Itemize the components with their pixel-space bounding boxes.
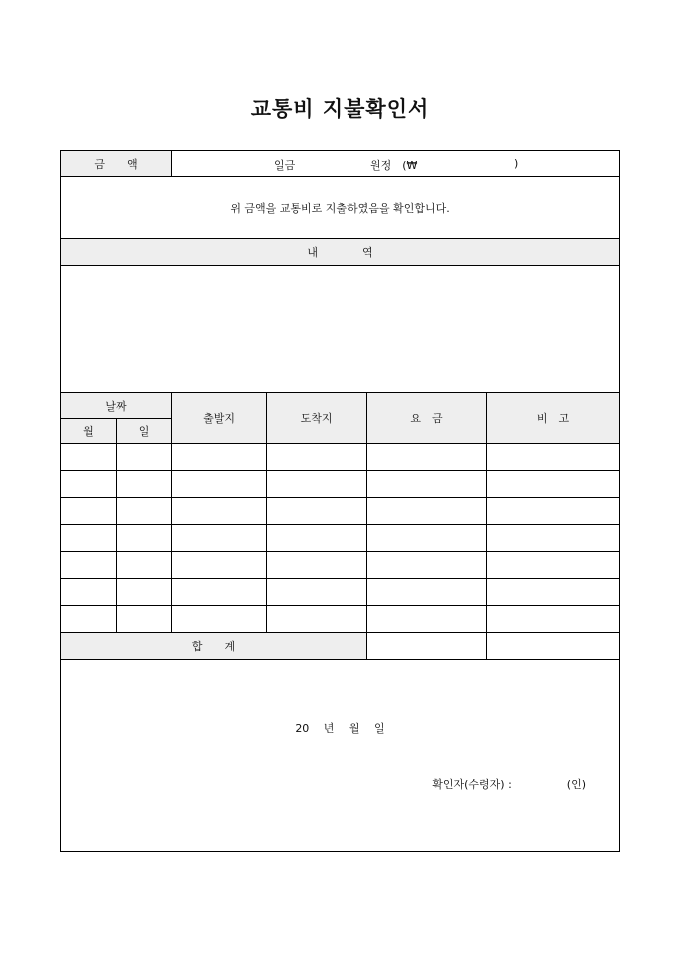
month-cell[interactable] — [61, 525, 117, 552]
table-row — [61, 498, 620, 525]
departure-header: 출발지 — [172, 393, 267, 444]
remarks-cell[interactable] — [487, 579, 620, 606]
day-cell[interactable] — [117, 444, 172, 471]
departure-cell[interactable] — [172, 525, 267, 552]
departure-cell[interactable] — [172, 471, 267, 498]
confirmer-line[interactable] — [432, 776, 586, 792]
day-header: 일 — [117, 419, 172, 444]
amount-label: 금 액 — [61, 151, 172, 177]
table-row — [61, 579, 620, 606]
remarks-cell[interactable] — [487, 471, 620, 498]
departure-cell[interactable] — [172, 444, 267, 471]
month-cell[interactable] — [61, 471, 117, 498]
remarks-cell[interactable] — [487, 444, 620, 471]
departure-cell[interactable] — [172, 552, 267, 579]
detail-header-row — [61, 239, 620, 266]
departure-cell[interactable] — [172, 606, 267, 633]
fare-cell[interactable] — [367, 525, 487, 552]
month-cell[interactable] — [61, 444, 117, 471]
month-cell[interactable] — [61, 606, 117, 633]
remarks-cell[interactable] — [487, 606, 620, 633]
day-cell[interactable] — [117, 471, 172, 498]
detail-header: 내 역 — [61, 239, 620, 266]
table-row — [61, 471, 620, 498]
arrival-cell[interactable] — [267, 444, 367, 471]
remarks-cell[interactable] — [487, 525, 620, 552]
arrival-header: 도착지 — [267, 393, 367, 444]
document-title: 교통비 지불확인서 — [250, 97, 430, 121]
table-row — [61, 552, 620, 579]
fare-cell[interactable] — [367, 606, 487, 633]
departure-cell[interactable] — [172, 579, 267, 606]
amount-close-paren: ) — [514, 157, 519, 170]
day-cell[interactable] — [117, 606, 172, 633]
fare-header: 요 금 — [367, 393, 487, 444]
table-header-row — [61, 393, 620, 419]
total-row — [61, 633, 620, 660]
fare-cell[interactable] — [367, 471, 487, 498]
fare-cell[interactable] — [367, 444, 487, 471]
signature-row — [61, 660, 620, 852]
table-row — [61, 444, 620, 471]
arrival-cell[interactable] — [267, 498, 367, 525]
confirm-statement: 위 금액을 교통비로 지출하였음을 확인합니다. — [61, 177, 620, 239]
amount-won-label: 일금 — [274, 159, 296, 172]
detail-body-row — [61, 266, 620, 393]
arrival-cell[interactable] — [267, 606, 367, 633]
total-fare-cell[interactable] — [367, 633, 487, 660]
month-cell[interactable] — [61, 552, 117, 579]
fare-cell[interactable] — [367, 579, 487, 606]
date-header: 날짜 — [61, 393, 172, 419]
arrival-cell[interactable] — [267, 471, 367, 498]
sign-date-line[interactable]: 20 년 월 일 — [295, 722, 385, 735]
month-cell[interactable] — [61, 498, 117, 525]
arrival-cell[interactable] — [267, 579, 367, 606]
detail-body-field[interactable] — [61, 266, 620, 393]
remarks-cell[interactable] — [487, 498, 620, 525]
remarks-cell[interactable] — [487, 552, 620, 579]
table-row — [61, 606, 620, 633]
confirmer-label: 확인자(수령자) : — [432, 778, 512, 791]
departure-cell[interactable] — [172, 498, 267, 525]
table-row — [61, 525, 620, 552]
amount-field[interactable] — [172, 151, 620, 177]
seal-label: (인) — [566, 778, 587, 791]
total-remarks-cell[interactable] — [487, 633, 620, 660]
month-cell[interactable] — [61, 579, 117, 606]
day-cell[interactable] — [117, 498, 172, 525]
fare-cell[interactable] — [367, 498, 487, 525]
confirm-row — [61, 177, 620, 239]
day-cell[interactable] — [117, 579, 172, 606]
day-cell[interactable] — [117, 525, 172, 552]
fare-cell[interactable] — [367, 552, 487, 579]
arrival-cell[interactable] — [267, 552, 367, 579]
amount-row — [61, 151, 620, 177]
total-label: 합 계 — [61, 633, 367, 660]
day-cell[interactable] — [117, 552, 172, 579]
amount-jeong-label: 원정 (₩ — [370, 159, 418, 172]
payment-confirmation-form — [60, 150, 620, 852]
signature-section — [61, 660, 620, 852]
remarks-header: 비 고 — [487, 393, 620, 444]
month-header: 월 — [61, 419, 117, 444]
arrival-cell[interactable] — [267, 525, 367, 552]
